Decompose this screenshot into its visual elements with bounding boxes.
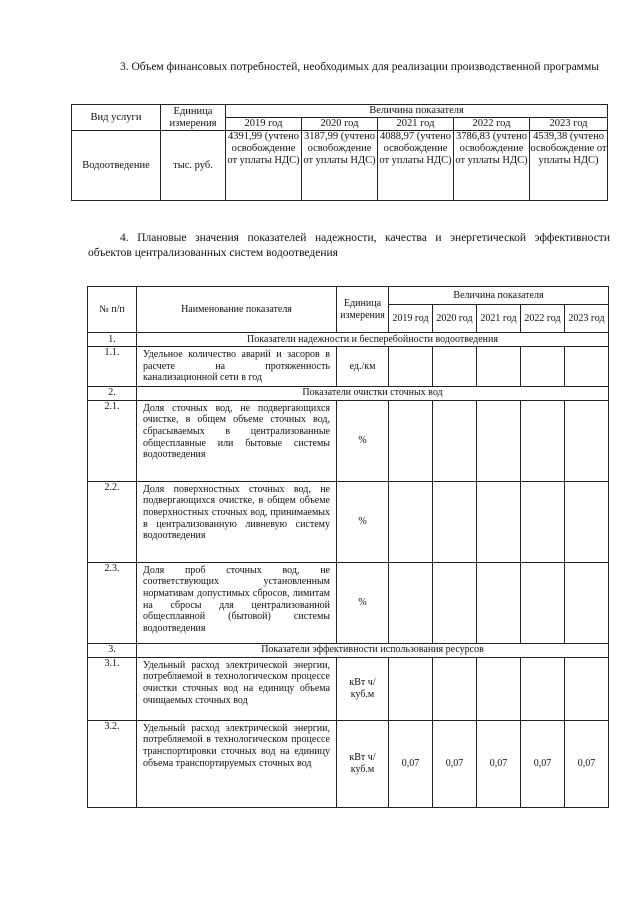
indicator-name: Удельное количество аварий и засоров в расчете на протяженность канализационной сети в год bbox=[137, 347, 337, 387]
indicator-name: Удельный расход электрической энергии, потребляемой в технологическом процессе транспортировки сточных вод на единицу объема транспортируемых сточных вод bbox=[137, 720, 337, 807]
row-num: 3.2. bbox=[88, 720, 137, 807]
value-cell bbox=[565, 347, 609, 387]
value-cell bbox=[433, 347, 477, 387]
value-cell: 3187,99 (учтено освобождение от уплаты НДС) bbox=[302, 131, 378, 201]
value-cell bbox=[389, 657, 433, 720]
value-cell: 4539,38 (учтено освобождение от уплаты НДС) bbox=[530, 131, 608, 201]
unit-cell: % bbox=[337, 481, 389, 562]
value-cell bbox=[477, 657, 521, 720]
value-cell bbox=[565, 400, 609, 481]
year-header: 2021 год bbox=[477, 305, 521, 333]
col-name-header: Наименование показателя bbox=[137, 287, 337, 333]
value-cell: 3786,83 (учтено освобождение от уплаты НДС) bbox=[454, 131, 530, 201]
financial-needs-table bbox=[71, 104, 608, 201]
section-4-heading: 4. Плановые значения показателей надежности, качества и энергетической эффективности объектов централизованных систем водоотведения bbox=[88, 232, 610, 259]
value-cell bbox=[477, 481, 521, 562]
value-cell bbox=[389, 347, 433, 387]
value-cell bbox=[477, 562, 521, 643]
section-num: 2. bbox=[88, 386, 137, 400]
value-cell bbox=[565, 481, 609, 562]
value-cell bbox=[477, 347, 521, 387]
col-value-header: Величина показателя bbox=[226, 105, 608, 118]
year-header: 2022 год bbox=[521, 305, 565, 333]
value-cell bbox=[477, 400, 521, 481]
year-header: 2020 год bbox=[433, 305, 477, 333]
value-cell: 0,07 bbox=[433, 720, 477, 807]
value-cell bbox=[565, 657, 609, 720]
value-cell bbox=[521, 657, 565, 720]
year-header: 2021 год bbox=[378, 118, 454, 131]
col-unit-header: Единица измерения bbox=[161, 105, 226, 131]
row-num: 3.1. bbox=[88, 657, 137, 720]
value-cell bbox=[389, 562, 433, 643]
service-cell: Водоотведение bbox=[72, 131, 161, 201]
unit-cell: тыс. руб. bbox=[161, 131, 226, 201]
year-header: 2019 год bbox=[389, 305, 433, 333]
value-cell bbox=[389, 481, 433, 562]
value-cell: 0,07 bbox=[477, 720, 521, 807]
value-cell: 0,07 bbox=[521, 720, 565, 807]
value-cell bbox=[521, 347, 565, 387]
unit-cell: кВт ч/куб.м bbox=[337, 657, 389, 720]
year-header: 2019 год bbox=[226, 118, 302, 131]
value-cell bbox=[433, 562, 477, 643]
section-title: Показатели надежности и бесперебойности водоотведения bbox=[137, 333, 609, 347]
year-header: 2023 год bbox=[565, 305, 609, 333]
value-cell bbox=[433, 657, 477, 720]
row-num: 1.1. bbox=[88, 347, 137, 387]
value-cell bbox=[389, 400, 433, 481]
indicator-name: Доля сточных вод, не подвергающихся очистке, в общем объеме сточных вод, сбрасываемых в централизованные общесплавные или бытовые системы водоотведения bbox=[137, 400, 337, 481]
col-value-header: Величина показателя bbox=[389, 287, 609, 305]
year-header: 2020 год bbox=[302, 118, 378, 131]
section-3-heading: 3. Объем финансовых потребностей, необходимых для реализации производственной программы bbox=[120, 61, 599, 73]
indicator-name: Удельный расход электрической энергии, потребляемой в технологическом процессе очистки сточных вод на единицу объема очищаемых сточных вод bbox=[137, 657, 337, 720]
value-cell bbox=[521, 562, 565, 643]
value-cell bbox=[433, 481, 477, 562]
value-cell: 0,07 bbox=[389, 720, 433, 807]
col-unit-header: Единица измерения bbox=[337, 287, 389, 333]
indicator-name: Доля поверхностных сточных вод, не подвергающихся очистке, в общем объеме поверхностных сточных вод, принимаемых в централизованную ливневую систему водоотведения bbox=[137, 481, 337, 562]
value-cell bbox=[521, 481, 565, 562]
value-cell bbox=[565, 562, 609, 643]
col-num-header: № п/п bbox=[88, 287, 137, 333]
unit-cell: ед./км bbox=[337, 347, 389, 387]
value-cell: 4088,97 (учтено освобождение от уплаты НДС) bbox=[378, 131, 454, 201]
indicators-table bbox=[87, 286, 609, 808]
value-cell: 4391,99 (учтено освобождение от уплаты НДС) bbox=[226, 131, 302, 201]
section-num: 1. bbox=[88, 333, 137, 347]
indicator-name: Доля проб сточных вод, не соответствующих установленным нормативам допустимых сбросов, лимитам на сбросы для централизованной общесплавной (бытовой) системы водоотведения bbox=[137, 562, 337, 643]
section-title: Показатели эффективности использования ресурсов bbox=[137, 643, 609, 657]
unit-cell: % bbox=[337, 400, 389, 481]
section-title: Показатели очистки сточных вод bbox=[137, 386, 609, 400]
value-cell bbox=[433, 400, 477, 481]
value-cell: 0,07 bbox=[565, 720, 609, 807]
row-num: 2.3. bbox=[88, 562, 137, 643]
row-num: 2.1. bbox=[88, 400, 137, 481]
unit-cell: кВт ч/куб.м bbox=[337, 720, 389, 807]
year-header: 2023 год bbox=[530, 118, 608, 131]
col-service-header: Вид услуги bbox=[72, 105, 161, 131]
section-num: 3. bbox=[88, 643, 137, 657]
value-cell bbox=[521, 400, 565, 481]
row-num: 2.2. bbox=[88, 481, 137, 562]
year-header: 2022 год bbox=[454, 118, 530, 131]
unit-cell: % bbox=[337, 562, 389, 643]
